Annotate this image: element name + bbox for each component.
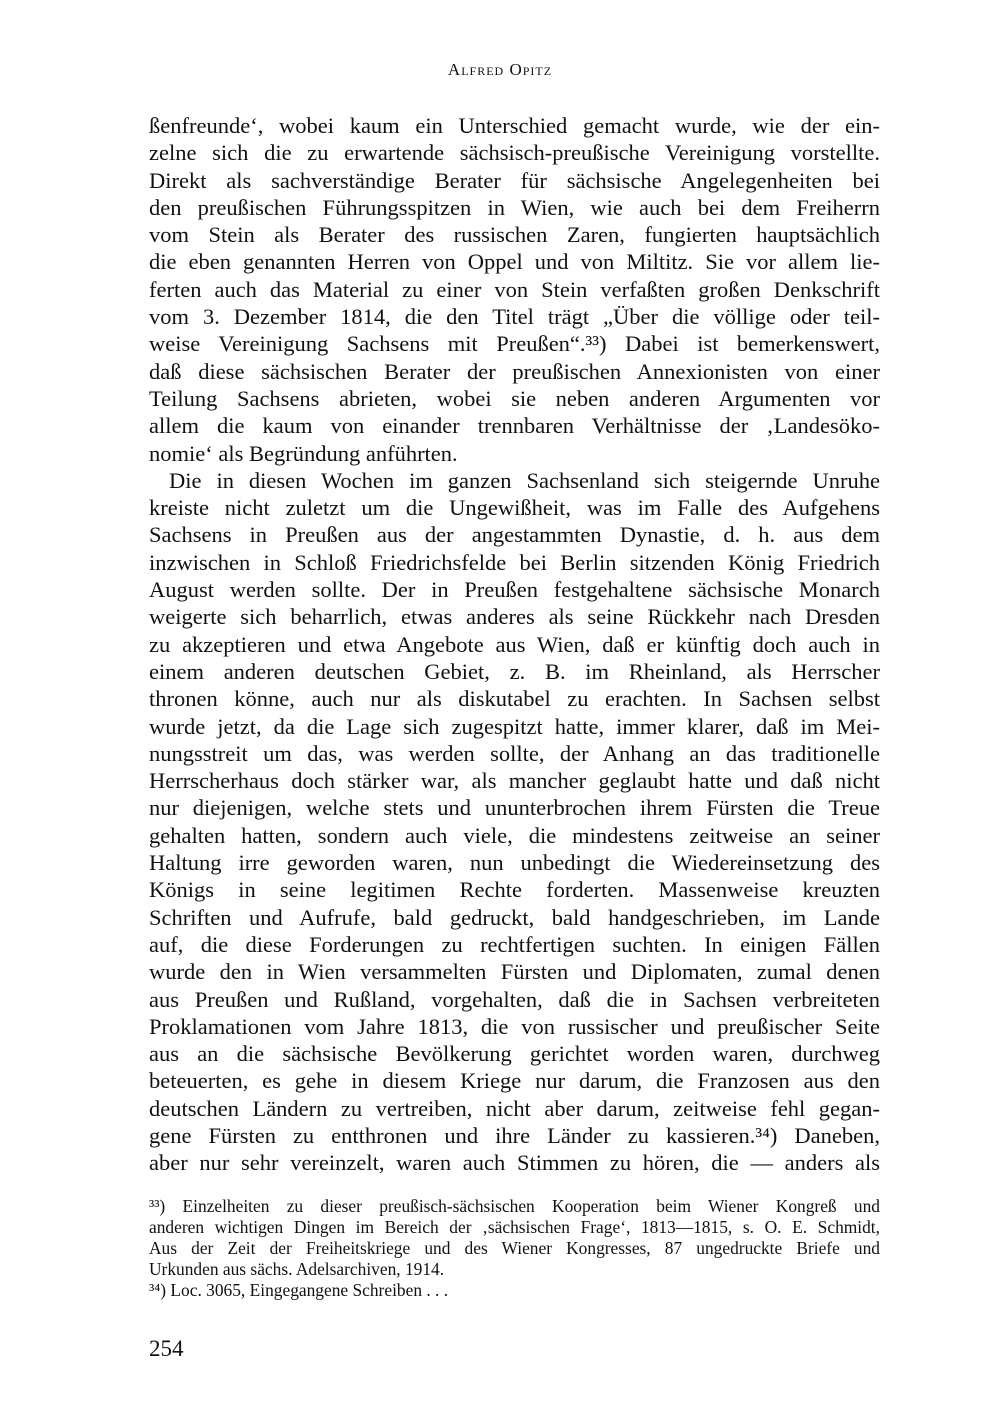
footnote-line: anderen wichtigen Dingen im Bereich der ‚sächsischen Frage‘, 1813—1815, s. O. E. Schmidt, <box>149 1217 880 1237</box>
text-line: zu akzeptieren und etwa Angebote aus Wien, daß er künftig doch auch in <box>149 631 880 657</box>
text-line: Schriften und Aufrufe, bald gedruckt, bald handgeschrieben, im Lande <box>149 904 880 930</box>
text-line: wurde den in Wien versammelten Fürsten und Diplomaten, zumal denen <box>149 959 880 985</box>
text-line: August werden sollte. Der in Preußen festgehaltene sächsische Monarch <box>149 577 880 603</box>
footnote-line: Urkunden aus sächs. Adelsarchiven, 1914. <box>149 1259 445 1279</box>
footnote-line: ³⁴) Loc. 3065, Eingegangene Schreiben . . . <box>149 1280 449 1300</box>
text-line: beteuerten, es gehe in diesem Kriege nur darum, die Franzosen aus den <box>149 1068 880 1094</box>
text-line: den preußischen Führungsspitzen in Wien, wie auch bei dem Freiherrn <box>149 194 880 220</box>
text-line: Proklamationen vom Jahre 1813, die von russischer und preußischer Seite <box>149 1013 880 1039</box>
footnote-line: ³³) Einzelheiten zu dieser preußisch-sächsischen Kooperation beim Wiener Kongreß und <box>149 1196 880 1216</box>
text-line: nur diejenigen, welche stets und ununterbrochen ihrem Fürsten die Treue <box>149 795 880 821</box>
text-line: Die in diesen Wochen im ganzen Sachsenland sich steigernde Unruhe <box>169 467 880 493</box>
text-line: Direkt als sachverständige Berater für sächsische Angelegenheiten bei <box>149 167 880 193</box>
text-line: Königs in seine legitimen Rechte forderten. Massenweise kreuzten <box>149 877 880 903</box>
text-line: die eben genannten Herren von Oppel und von Miltitz. Sie vor allem lie- <box>149 249 880 275</box>
text-line: einem anderen deutschen Gebiet, z. B. im Rheinland, als Herrscher <box>149 658 880 684</box>
text-line: Sachsens in Preußen aus der angestammten Dynastie, d. h. aus dem <box>149 522 880 548</box>
text-line: vom Stein als Berater des russischen Zaren, fungierten hauptsächlich <box>149 222 880 248</box>
text-line: wurde jetzt, da die Lage sich zugespitzt hatte, immer klarer, daß im Mei- <box>149 713 880 739</box>
text-line: auf, die diese Forderungen zu rechtfertigen suchten. In einigen Fällen <box>149 931 880 957</box>
text-line: daß diese sächsischen Berater der preußischen Annexionisten von einer <box>149 358 880 384</box>
text-line: Haltung irre geworden waren, nun unbedingt die Wiedereinsetzung des <box>149 850 880 876</box>
text-line: nungsstreit um das, was werden sollte, der Anhang an das traditionelle <box>149 740 880 766</box>
text-line: aber nur sehr vereinzelt, waren auch Stimmen zu hören, die — anders als <box>149 1150 880 1176</box>
text-line: aus Preußen und Rußland, vorgehalten, daß die in Sachsen verbreiteten <box>149 986 880 1012</box>
text-line: Herrscherhaus doch stärker war, als mancher geglaubt hatte und daß nicht <box>149 768 880 794</box>
text-line: kreiste nicht zuletzt um die Ungewißheit, was im Falle des Aufgehens <box>149 495 880 521</box>
text-line: thronen könne, auch nur als diskutabel zu erachten. In Sachsen selbst <box>149 686 880 712</box>
text-line: nomie‘ als Begründung anführten. <box>149 440 458 466</box>
text-line: zelne sich die zu erwartende sächsisch-preußische Vereinigung vorstellte. <box>149 140 880 166</box>
text-line: weigerte sich beharrlich, etwas anderes als seine Rückkehr nach Dresden <box>149 604 880 630</box>
text-line: ßenfreunde‘, wobei kaum ein Unterschied gemacht wurde, wie der ein- <box>149 113 880 138</box>
text-line: allem die kaum von einander trennbaren Verhältnisse der ‚Landesöko- <box>149 413 880 439</box>
text-line: inzwischen in Schloß Friedrichsfelde bei Berlin sitzenden König Friedrich <box>149 549 880 575</box>
text-line: gene Fürsten zu entthronen und ihre Länder zu kassieren.³⁴) Daneben, <box>149 1122 880 1148</box>
text-line: aus an die sächsische Bevölkerung gerichtet worden waren, durchweg <box>149 1041 880 1067</box>
footnotes <box>149 1196 880 1301</box>
text-line: weise Vereinigung Sachsens mit Preußen“.³³) Dabei ist bemerkenswert, <box>149 331 880 357</box>
text-line: vom 3. Dezember 1814, die den Titel trägt „Über die völlige oder teil- <box>149 304 880 330</box>
text-line: deutschen Ländern zu vertreiben, nicht aber darum, zeitweise fehl gegan- <box>149 1095 880 1121</box>
footnote-line: Aus der Zeit der Freiheitskriege und des Wiener Kongresses, 87 ungedruckte Briefe und <box>149 1238 880 1258</box>
text-line: gehalten hatten, sondern auch viele, die mindestens zeitweise an seiner <box>149 822 880 848</box>
text-line: ferten auch das Material zu einer von Stein verfaßten großen Denkschrift <box>149 276 880 302</box>
text-line: Teilung Sachsens abrieten, wobei sie neben anderen Argumenten vor <box>149 385 880 411</box>
main-text <box>149 112 880 1177</box>
page-number: 254 <box>149 1336 184 1361</box>
running-head: Alfred Opitz <box>447 60 553 79</box>
